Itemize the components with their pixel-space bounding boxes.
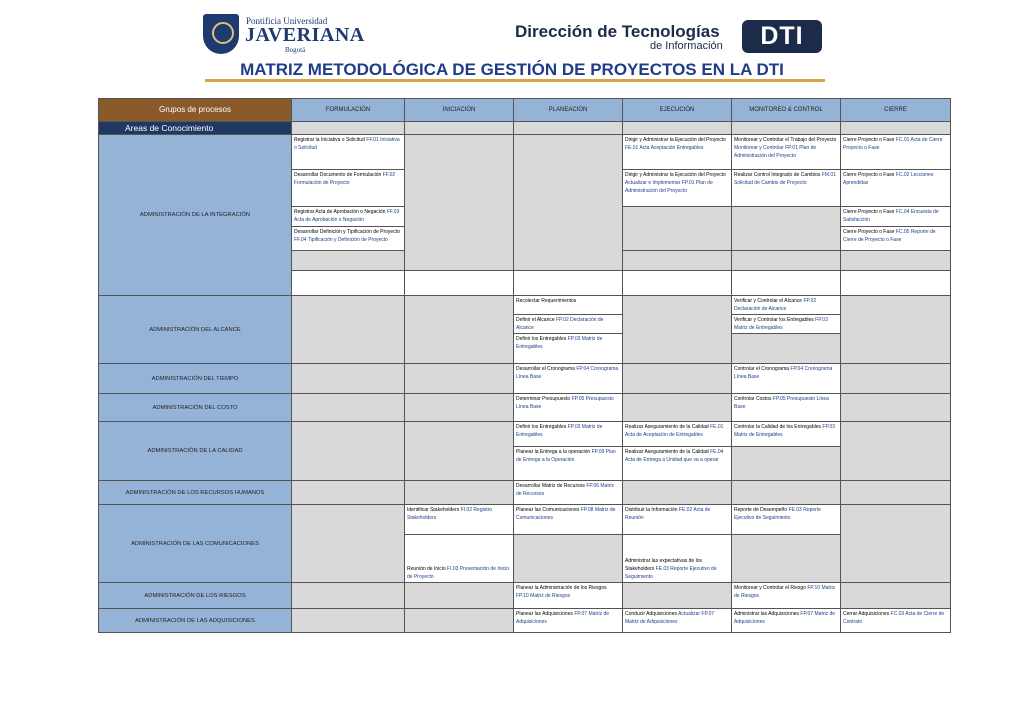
table-cell: Recolectar Requerimientos [514,296,623,315]
area-calidad: ADMINISTRACIÓN DE LA CALIDAD [99,422,292,481]
area-alcance: ADMINISTRACIÓN DEL ALCANCE [99,296,292,364]
table-cell: Monitorear y Controlar el Trabajo del Proyecto Monitorear y Controlar FP.01 Plan de Administración del Proyecto [732,135,841,170]
page-title: MATRIZ METODOLÓGICA DE GESTIÓN DE PROYECTOS EN LA DTI [240,60,784,79]
table-cell: Verificar y Controlar los Entregables FP.03 Matriz de Entregables [732,315,841,334]
table-cell: Cierre Proyecto o Fase FC.05 Reporte de Cierre de Proyecto o Fase [841,227,951,251]
table-cell: Definir el Alcance FP.02 Declaración de Alcance [514,315,623,334]
table-cell: Reunión de Inicio FI.03 Presentación de Inicio de Proyecto [405,535,514,583]
table-cell: Administrar las expectativas de los Stakeholders FE.03 Reporte Ejecutivo de Seguimiento [623,535,732,583]
table-cell: Desarrollar Matriz de Recursos FP.06 Matriz de Recursos [514,481,623,505]
table-cell: Administrar las Adquisiciones FP.07 Matriz de Adquisiciones [732,609,841,633]
table-row [99,394,951,422]
dti-name-line2: de Información [650,40,723,52]
areas-label: Areas de Conocimiento [99,122,292,135]
table-cell: Monitorear y Controlar el Riesgo FP.10 Matriz de Riesgos [732,583,841,609]
dti-name-line1: Dirección de Tecnologías [515,22,720,41]
header-cierre: CIERRE [841,99,951,122]
table-cell: Desarrollar Definición y Tipificación de Proyecto FF.04 Tipificación y Definición de Proyecto [292,227,405,251]
area-comunicaciones: ADMINISTRACIÓN DE LAS COMUNICACIONES [99,505,292,583]
university-city: Bogotá [285,46,306,54]
page-header [0,0,1024,96]
header-formulacion: FORMULACIÓN [292,99,405,122]
table-cell: Planear la Entrega a la operación FP.09 Plan de Entrega a la Operación [514,447,623,481]
table-cell: Dirigir y Administrar la Ejecución del Proyecto Actualizar e Implementar FP.01 Plan de Administración del Proyecto [623,170,732,207]
header-planeacion: PLANEACIÓN [514,99,623,122]
table-row [99,296,951,315]
table-row [99,422,951,447]
table-cell: Desarrollar Documento de Formulación FF.02 Formulación de Proyecto [292,170,405,207]
header-iniciacion: INICIACIÓN [405,99,514,122]
table-cell: Realizar Control Integrado de Cambios FM.01 Solicitud de Cambio de Proyecto [732,170,841,207]
title-underline [205,79,825,82]
process-matrix-table [98,98,951,633]
header-monitoreo: MONITOREO & CONTROL [732,99,841,122]
area-integracion: ADMINISTRACIÓN DE LA INTEGRACIÓN [99,135,292,296]
table-cell: Registrar la Iniciativa o Solicitud FF.01 Iniciativa o Solicitud [292,135,405,170]
table-cell: Definir los Entregables FP.03 Matriz de Entregables [514,334,623,364]
table-row [99,609,951,633]
table-cell: Cerrar Adquisiciones FC.03 Acta de Cierre de Contrato [841,609,951,633]
table-cell: Reporte de Desempeño FE.03 Reporte Ejecutivo de Seguimiento [732,505,841,535]
table-row [99,583,951,609]
table-row [99,135,951,170]
table-cell: Realizar Aseguramiento de la Calidad FE.04 Acta de Entrega a Unidad que va a operar [623,447,732,481]
table-cell: Verificar y Controlar el Alcance FP.02 Declaración de Alcance [732,296,841,315]
table-cell: Cierre Proyecto o Fase FC.01 Acta de Cierre Proyecto o Fase [841,135,951,170]
table-cell: Controlar la Calidad de los Entregables FP.03 Matriz de Entregables [732,422,841,447]
area-tiempo: ADMINISTRACIÓN DEL TIEMPO [99,364,292,394]
table-cell: Planear las Comunicaciones FP.08 Matriz de Comunicaciones [514,505,623,535]
table-cell: Registrar Acta de Aprobación o Negación FF.03 Acta de Aprobación o Negación [292,207,405,227]
table-row [99,481,951,505]
table-cell: Planear la Administración de los Riesgos FP.10 Matriz de Riesgos [514,583,623,609]
table-cell: Identificar Stakeholders FI.02 Registro Stakeholders [405,505,514,535]
area-adquisiciones: ADMINISTRACIÓN DE LAS ADQUISICIONES [99,609,292,633]
header-grupos: Grupos de procesos [99,99,292,122]
header-ejecucion: EJECUCIÓN [623,99,732,122]
university-name-line1: Pontificia Universidad [246,16,328,26]
table-cell: Cierre Proyecto o Fase FC.02 Lecciones Aprendidas [841,170,951,207]
areas-row [99,122,951,135]
table-cell: Controlar el Cronograma FP.04 Cronograma Línea Base [732,364,841,394]
javeriana-shield-icon [203,14,239,54]
column-header-row [99,99,951,122]
table-cell: Determinar Presupuesto FP.05 Presupuesto Línea Base [514,394,623,422]
area-recursos-humanos: ADMINISTRACIÓN DE LOS RECURSOS HUMANOS [99,481,292,505]
table-cell: Controlar Costos FP.05 Presupuesto Línea Base [732,394,841,422]
table-cell: Planear las Adquisiciones FP.07 Matriz de Adquisiciones [514,609,623,633]
table-cell: Conducir Adquisiciones Actualizar FP.07 Matriz de Adquisiciones [623,609,732,633]
area-costo: ADMINISTRACIÓN DEL COSTO [99,394,292,422]
table-cell: Dirigir y Administrar la Ejecución del Proyecto FE.01 Acta Aceptación Entregables [623,135,732,170]
dti-logo-badge: DTI [742,20,822,53]
table-cell: Distribuir la Información FE.02 Acta de Reunión [623,505,732,535]
table-row [99,505,951,535]
table-row [99,364,951,394]
table-cell: Cierre Proyecto o Fase FC.04 Encuesta de Satisfacción [841,207,951,227]
table-cell: Desarrollar el Cronograma FP.04 Cronograma Línea Base [514,364,623,394]
university-name-line2: JAVERIANA [245,24,365,46]
table-cell: Definir los Entregables FP.03 Matriz de Entregables [514,422,623,447]
area-riesgos: ADMINISTRACIÓN DE LOS RIESGOS [99,583,292,609]
table-cell: Realizar Aseguramiento de la Calidad FE.01 Acta de Aceptación de Entregables [623,422,732,447]
